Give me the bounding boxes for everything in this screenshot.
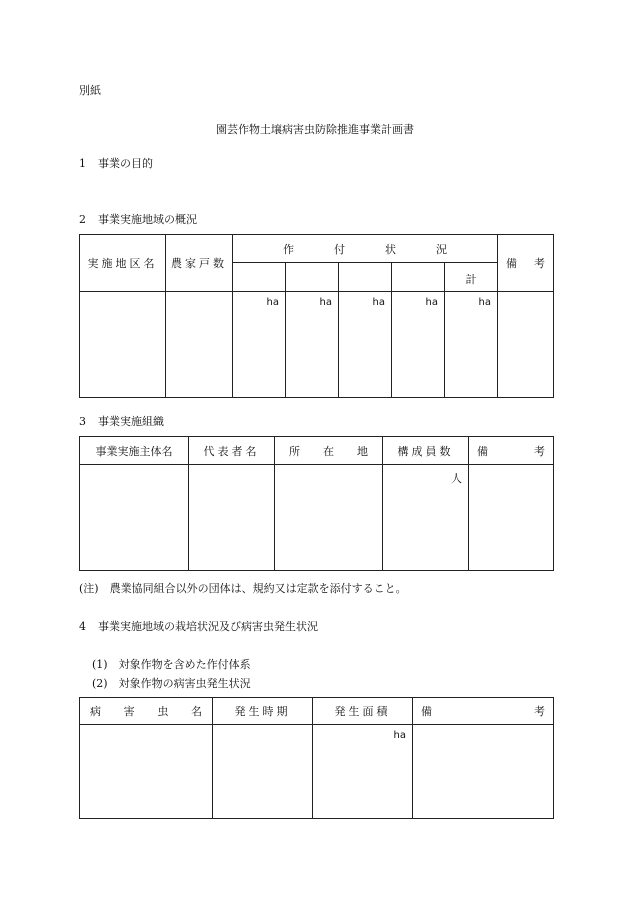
header-char: 在: [323, 444, 334, 458]
section-number: 3: [79, 415, 86, 428]
cell-ha-unit: ha: [286, 292, 339, 398]
cell-ha-unit: ha: [445, 292, 498, 398]
header-char: 作: [283, 242, 294, 256]
crop-col-3: [339, 263, 392, 292]
organization-table: [79, 436, 554, 571]
section-4-heading: [79, 618, 318, 634]
header-area: 発生面積: [313, 698, 413, 725]
cell-remarks: [469, 465, 554, 571]
cell-ha-unit: ha: [313, 725, 413, 819]
header-location: [275, 437, 383, 465]
header-char: 状: [385, 242, 396, 256]
section-label: 事業実施組織: [98, 415, 164, 428]
cell-location: [275, 465, 383, 571]
note: (注) 農業協同組合以外の団体は、規約又は定款を添付すること。: [79, 582, 407, 595]
header-char: 備: [506, 257, 517, 270]
cell-pest-name: [80, 725, 213, 819]
header-char: 考: [534, 257, 545, 270]
header-char: 考: [534, 444, 545, 458]
section-label: 事業実施地域の概況: [98, 213, 197, 226]
cell-area-name: [80, 292, 166, 398]
section-number: 2: [79, 213, 86, 226]
header-representative: 代表者名: [189, 437, 275, 465]
attachment-label: 別紙: [79, 84, 101, 97]
cell-ha-unit: ha: [392, 292, 445, 398]
section-number: 1: [79, 157, 86, 170]
cell-remarks: [498, 292, 554, 398]
header-pest-name: [80, 698, 213, 725]
section-label: 事業の目的: [98, 157, 153, 170]
crop-col-2: [286, 263, 339, 292]
header-farm-households: 農家戸数: [166, 235, 233, 292]
cell-representative: [189, 465, 275, 571]
header-remarks: [413, 698, 554, 725]
page-title: 園芸作物土壌病害虫防除推進事業計画書: [216, 123, 414, 136]
header-char: 況: [436, 242, 447, 256]
section-label: 事業実施地域の栽培状況及び病害虫発生状況: [98, 620, 318, 633]
header-planting-status: [233, 235, 498, 263]
header-char: 地: [357, 444, 368, 458]
crop-col-4: [392, 263, 445, 292]
header-period: 発生時期: [213, 698, 313, 725]
cell-period: [213, 725, 313, 819]
header-char: 病: [90, 705, 101, 718]
header-char: 備: [477, 444, 488, 458]
cell-remarks: [413, 725, 554, 819]
header-remarks: [469, 437, 554, 465]
section-number: 4: [79, 620, 86, 633]
subsection-2: (2) 対象作物の病害虫発生状況: [92, 677, 251, 690]
cell-ha-unit: ha: [339, 292, 392, 398]
pest-occurrence-table: [79, 697, 554, 819]
cell-farm-households: [166, 292, 233, 398]
cell-person-unit: 人: [383, 465, 469, 571]
header-char: 考: [534, 705, 545, 718]
header-total: 計: [445, 263, 498, 292]
crop-col-1: [233, 263, 286, 292]
header-entity: 事業実施主体名: [80, 437, 189, 465]
header-char: 名: [190, 705, 202, 718]
header-char: 虫: [157, 705, 169, 718]
header-char: 備: [421, 705, 432, 718]
area-overview-table: [79, 234, 554, 398]
cell-ha-unit: ha: [233, 292, 286, 398]
subsection-1: (1) 対象作物を含めた作付体系: [92, 658, 251, 671]
section-1-heading: [79, 155, 153, 171]
header-char: 所: [289, 444, 300, 458]
cell-entity: [80, 465, 189, 571]
header-char: 付: [334, 242, 345, 256]
header-char: 害: [123, 705, 135, 718]
header-remarks: [498, 235, 554, 292]
section-2-heading: [79, 211, 197, 227]
header-members: 構成員数: [383, 437, 469, 465]
section-3-heading: [79, 413, 164, 429]
header-area-name: 実施地区名: [80, 235, 166, 292]
